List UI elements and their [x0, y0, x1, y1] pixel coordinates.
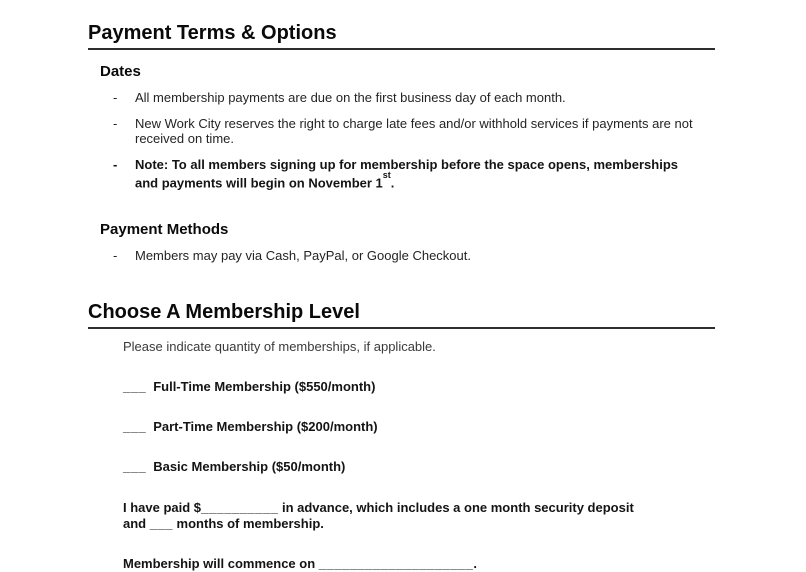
bullet-text — [135, 157, 678, 190]
membership-section — [88, 300, 806, 572]
late-fees-line2: received on time. — [135, 131, 234, 146]
dash-bullet-icon: - — [113, 248, 118, 264]
amount-paid-blank[interactable]: __________ — [201, 500, 279, 516]
dates-heading: Dates — [100, 63, 141, 80]
paid-text-middle: in advance, which includes a one month security deposit — [278, 500, 634, 516]
paid-statement — [123, 500, 806, 532]
note-period: . — [390, 175, 395, 191]
payment-methods-heading: Payment Methods — [100, 221, 229, 239]
part-time-quantity-blank[interactable]: ___ — [123, 419, 147, 435]
dash-bullet-icon: - — [113, 157, 118, 172]
bullet-payments-due — [113, 90, 693, 105]
bullet-late-fees — [113, 116, 693, 146]
paid-text-and: and — [123, 516, 150, 532]
note-line2: and payments will begin on November 1 — [135, 175, 383, 191]
membership-option-full-time — [123, 379, 806, 394]
months-blank[interactable]: ___ — [149, 516, 173, 532]
commence-date-blank[interactable]: ____________________ — [318, 556, 474, 572]
dash-bullet-icon: - — [113, 116, 118, 131]
membership-option-basic — [123, 459, 806, 474]
bullet-payment-methods — [113, 248, 693, 263]
membership-option-part-time — [123, 419, 806, 434]
paid-text-after: months of membership. — [172, 516, 324, 532]
basic-quantity-blank[interactable]: ___ — [123, 459, 147, 475]
payment-terms-title: Payment Terms & Options — [88, 21, 715, 50]
membership-title: Choose A Membership Level — [88, 300, 715, 329]
note-line1: Note: To all members signing up for membership before the space opens, memberships — [135, 157, 678, 172]
commence-text-before: Membership will commence on — [123, 556, 319, 572]
commence-period: . — [473, 556, 478, 572]
ordinal-suffix: st — [382, 170, 391, 180]
full-time-label: Full-Time Membership ($550/month) — [153, 379, 376, 395]
basic-label: Basic Membership ($50/month) — [153, 459, 346, 475]
bullet-text — [135, 116, 693, 146]
bullet-text: Members may pay via Cash, PayPal, or Google Checkout. — [135, 248, 471, 264]
late-fees-line1: New Work City reserves the right to charge late fees and/or withhold services if payments are not — [135, 116, 693, 131]
payment-terms-section — [88, 21, 806, 263]
part-time-label: Part-Time Membership ($200/month) — [153, 419, 378, 435]
commence-statement — [123, 556, 806, 572]
dash-bullet-icon: - — [113, 90, 118, 105]
paid-text-before: I have paid $ — [123, 500, 202, 516]
bullet-note — [113, 157, 693, 190]
membership-intro: Please indicate quantity of memberships, if applicable. — [123, 339, 436, 355]
full-time-quantity-blank[interactable]: ___ — [123, 379, 147, 395]
bullet-text: All membership payments are due on the first business day of each month. — [135, 90, 566, 105]
